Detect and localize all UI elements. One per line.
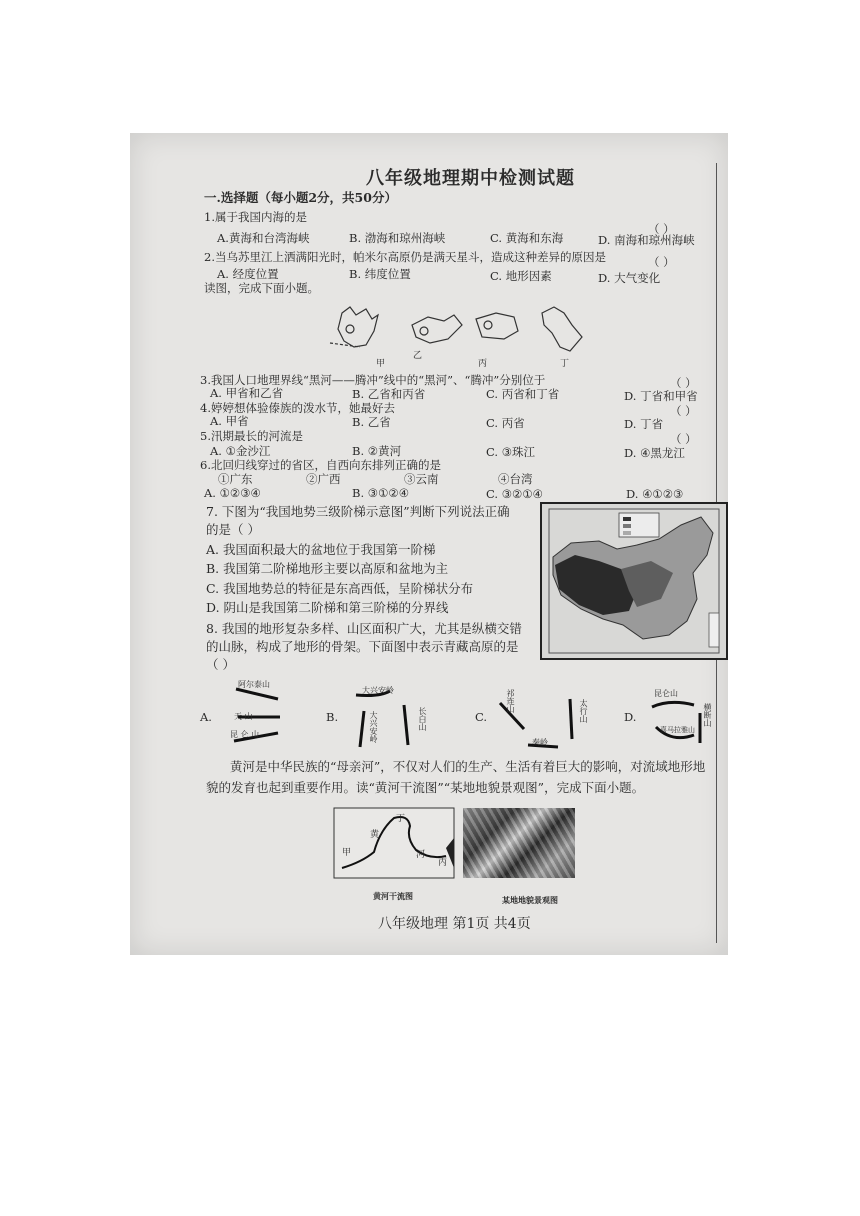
label-jia: 甲: [376, 359, 386, 369]
q7-stem-line2: 的是（ ）: [206, 522, 260, 537]
q8-option-d: D.: [624, 710, 637, 724]
q3-option-d: D. 丁省和甲省: [624, 389, 698, 403]
mountain-c2: 太行山: [579, 699, 588, 723]
q5-answer-paren: （ ）: [670, 432, 697, 446]
section-heading: 一.选择题（每小题2分，共50分）: [204, 190, 397, 205]
mountain-c1: 祁连山: [506, 689, 515, 713]
q1-option-c: C. 黄海和东海: [490, 231, 564, 245]
q1-option-a: A.黄海和台湾海峡: [217, 231, 310, 245]
mountain-b3: 长白山: [418, 707, 427, 731]
q8-option-b: B.: [326, 710, 339, 724]
caption-yellow-river-map: 黄河干流图: [373, 891, 413, 901]
q8-stem-line2: 的山脉，构成了地形的骨架。下面图中表示青藏高原的是: [206, 639, 519, 654]
q8-option-a: A.: [200, 710, 212, 724]
q4-option-c: C. 丙省: [486, 416, 525, 430]
q4-option-b: B. 乙省: [352, 415, 391, 429]
q5-option-a: A. ①金沙江: [210, 444, 271, 458]
q6-option-a: A. ①②③④: [204, 486, 261, 500]
label-bing: 丙: [478, 359, 488, 369]
ymap-ding: 丁: [396, 814, 406, 824]
page-footer: 八年级地理 第1页 共4页: [378, 916, 531, 932]
page-title: 八年级地理期中检测试题: [366, 168, 575, 189]
q6-item-1: ①广东: [218, 472, 253, 486]
mountain-a1: 阿尔泰山: [238, 680, 270, 689]
label-ding: 丁: [560, 359, 570, 369]
q1-answer-paren: （ ）: [648, 222, 675, 236]
q8-option-c: C.: [475, 710, 488, 724]
q7-option-d: D. 阴山是我国第二阶梯和第三阶梯的分界线: [206, 600, 449, 615]
landform-photo: [463, 808, 575, 878]
ymap-bing: 丙: [438, 858, 448, 868]
q6-item-3: ③云南: [404, 472, 439, 486]
q7-option-c: C. 我国地势总的特征是东高西低，呈阶梯状分布: [206, 581, 474, 596]
q3-option-c: C. 丙省和丁省: [486, 387, 560, 401]
q4-option-a: A. 甲省: [210, 414, 249, 428]
q3-option-b: B. 乙省和丙省: [352, 387, 426, 401]
q6-option-d: D. ④①②③: [626, 487, 684, 501]
exam-paper: [130, 133, 728, 955]
q4-answer-paren: （ ）: [670, 404, 697, 418]
mountain-c3: 秦岭: [532, 738, 548, 747]
q2-answer-paren: （ ）: [648, 255, 675, 269]
q7-option-a: A. 我国面积最大的盆地位于我国第一阶梯: [206, 542, 436, 557]
mountain-a2: 天 山: [234, 712, 253, 721]
province-outlines-figure: [320, 303, 620, 367]
mountain-d1: 昆仑山: [654, 689, 678, 698]
china-terrain-map: [541, 503, 728, 661]
passage-line2: 貌的发育也起到重要作用。读“黄河干流图”“某地地貌景观图”，完成下面小题。: [206, 780, 645, 795]
q6-option-c: C. ③②①④: [486, 487, 543, 501]
mountain-a3: 昆 仑 山: [230, 730, 260, 739]
ymap-huang: 黄: [370, 830, 380, 840]
q1-option-b: B. 渤海和琼州海峡: [349, 231, 446, 245]
q5-option-c: C. ③珠江: [486, 445, 536, 459]
q4-stem: 4.婷婷想体验傣族的泼水节，她最好去: [200, 401, 395, 415]
caption-landform-photo: 某地地貌景观图: [502, 895, 558, 905]
q5-stem: 5.汛期最长的河流是: [200, 429, 303, 443]
mountain-sketch-b: [350, 689, 420, 749]
ymap-he: 河: [416, 850, 426, 860]
label-yi: 乙: [413, 351, 423, 361]
q1-stem: 1.属于我国内海的是: [204, 210, 307, 224]
q1-option-d: D. 南海和琼州海峡: [598, 233, 695, 247]
q5-option-b: B. ②黄河: [352, 444, 402, 458]
ymap-jia: 甲: [342, 848, 352, 858]
q6-item-2: ②广西: [306, 472, 341, 486]
q2-option-a: A. 经度位置: [217, 267, 279, 281]
yellow-river-map: [334, 808, 456, 880]
mountain-d3: 喜马拉雅山: [660, 726, 695, 734]
q5-option-d: D. ④黑龙江: [624, 446, 685, 460]
q6-item-4: ④台湾: [498, 472, 533, 486]
q7-option-b: B. 我国第二阶梯地形主要以高原和盆地为主: [206, 561, 449, 576]
q6-stem: 6.北回归线穿过的省区，自西向东排列正确的是: [200, 458, 441, 472]
q8-stem-line3: （ ）: [206, 657, 235, 672]
mountain-d2: 横断山: [703, 703, 712, 727]
mountain-b2: 大兴安岭: [369, 711, 378, 743]
q6-option-b: B. ③①②④: [352, 486, 410, 500]
q2-option-c: C. 地形因素: [490, 269, 552, 283]
q2-stem: 2.当乌苏里江上洒满阳光时，帕米尔高原仍是满天星斗，造成这种差异的原因是: [204, 250, 606, 264]
q3-stem: 3.我国人口地理界线“黑河——腾冲”线中的“黑河”、“腾冲”分别位于: [200, 373, 546, 387]
passage-line1: 黄河是中华民族的“母亲河”，不仅对人们的生产、生活有着巨大的影响，对流域地形地: [230, 759, 706, 774]
read-map-instruction: 读图，完成下面小题。: [204, 281, 319, 295]
q4-option-d: D. 丁省: [624, 417, 664, 431]
q2-option-b: B. 纬度位置: [349, 267, 411, 281]
q3-option-a: A. 甲省和乙省: [210, 386, 284, 400]
mountain-b1: 大兴安岭: [362, 686, 394, 695]
q3-answer-paren: （ ）: [670, 376, 697, 390]
q7-stem-line1: 7. 下图为“我国地势三级阶梯示意图”判断下列说法正确: [206, 504, 510, 519]
q8-stem-line1: 8. 我国的地形复杂多样、山区面积广大，尤其是纵横交错: [206, 621, 522, 636]
q2-option-d: D. 大气变化: [598, 271, 661, 285]
